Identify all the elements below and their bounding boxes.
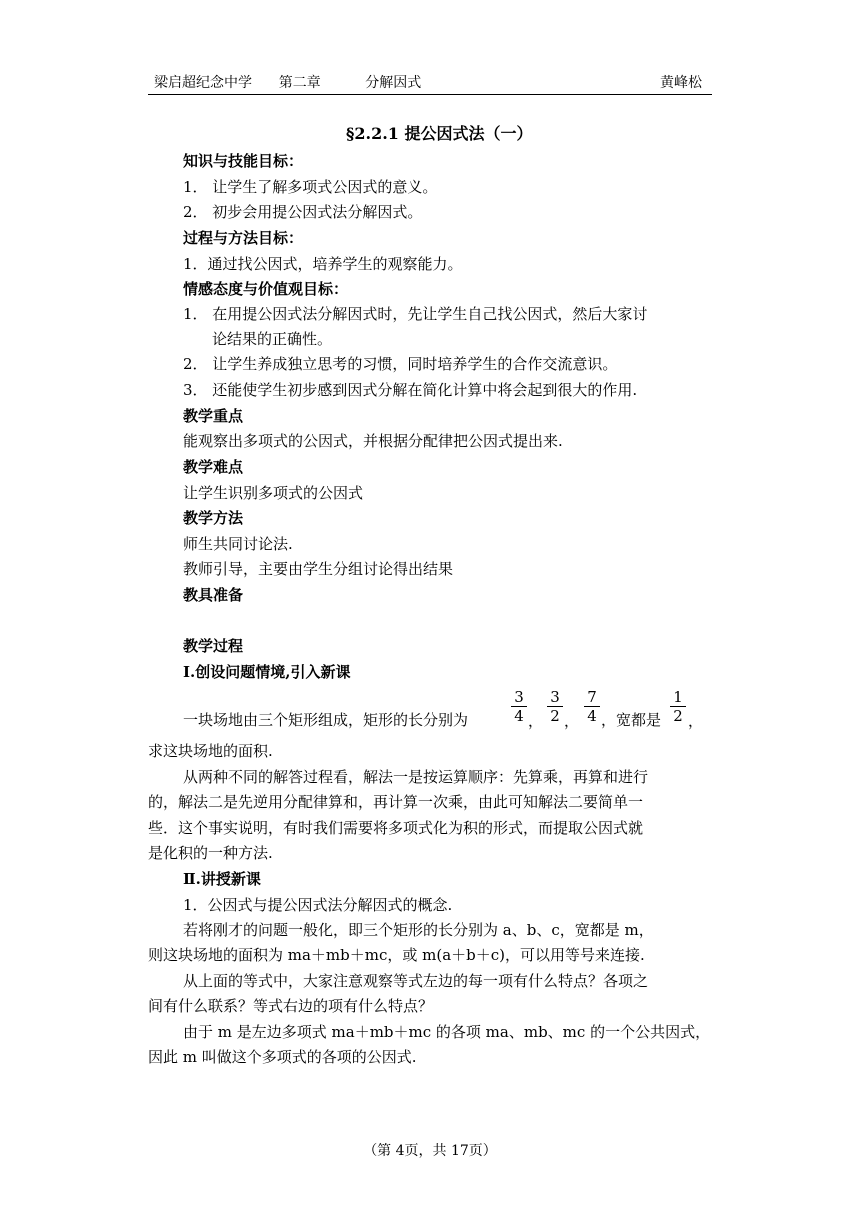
paragraph-line: 从上面的等式中，大家注意观察等式左边的每一项有什么特点？各项之 (183, 972, 649, 990)
comma: ， (564, 712, 580, 730)
comma: ， (528, 712, 544, 730)
knowledge-item-1: 1． 让学生了解多项式公因式的意义。 (183, 178, 438, 196)
key-point-text: 能观察出多项式的公因式，并根据分配律把公因式提出来. (183, 432, 563, 450)
paragraph-line: 则这块场地的面积为 ma＋mb＋mc，或 m(a＋b＋c)，可以用等号来连接. (148, 946, 645, 964)
tools-heading: 教具准备 (183, 586, 244, 604)
section-1-heading: Ⅰ.创设问题情境,引入新课 (183, 663, 351, 681)
fraction-denominator: 2 (673, 707, 683, 725)
fraction-numerator: 3 (547, 688, 563, 707)
difficulty-text: 让学生识别多项式的公因式 (183, 484, 364, 502)
difficulty-heading: 教学难点 (183, 458, 244, 476)
method-line-2: 教师引导，主要由学生分组讨论得出结果 (183, 560, 454, 578)
paragraph-line: 若将刚才的问题一般化，即三个矩形的长分别为 a、b、c，宽都是 m， (183, 921, 654, 939)
fraction-numerator: 3 (511, 688, 527, 707)
fraction-3-4 (511, 688, 527, 725)
emotion-item-1-line-2: 论结果的正确性。 (212, 330, 333, 348)
process-heading: 过程与方法目标： (183, 229, 304, 247)
process-main-heading: 教学过程 (183, 637, 244, 655)
paragraph-line: 1．公因式与提公因式法分解因式的概念. (183, 896, 453, 914)
emotion-item-1-line-1: 1． 在用提公因式法分解因式时，先让学生自己找公因式，然后大家讨 (183, 305, 648, 323)
method-heading: 教学方法 (183, 509, 244, 527)
problem-text-start: 一块场地由三个矩形组成，矩形的长分别为 (183, 711, 469, 729)
fraction-denominator: 4 (514, 707, 524, 725)
fraction-numerator: 1 (670, 688, 686, 707)
knowledge-heading: 知识与技能目标： (183, 152, 304, 170)
paragraph-line: 由于 m 是左边多项式 ma＋mb＋mc 的各项 ma、mb、mc 的一个公共因式， (183, 1023, 711, 1041)
paragraph-line: 间有什么联系？等式右边的项有什么特点？ (148, 997, 434, 1015)
paragraph-line: 些．这个事实说明，有时我们需要将多项式化为积的形式，而提取公因式就 (148, 819, 644, 837)
paragraph-line: 从两种不同的解答过程看，解法一是按运算顺序：先算乘，再算和进行 (183, 768, 649, 786)
fraction-denominator: 4 (587, 707, 597, 725)
page-header (148, 72, 712, 95)
section-2-heading: Ⅱ.讲授新课 (183, 870, 261, 888)
header-left-text: 梁启超纪念中学 第二章 分解因式 (154, 75, 422, 91)
problem-width-text: ，宽都是 (601, 711, 662, 729)
paragraph-line: 是化积的一种方法. (148, 844, 273, 862)
fraction-denominator: 2 (550, 707, 560, 725)
fraction-1-2 (670, 688, 686, 725)
fraction-3-2 (547, 688, 563, 725)
section-title: §2.2.1 提公因式法（一） (346, 124, 533, 143)
paragraph-line: 因此 m 叫做这个多项式的各项的公因式. (148, 1048, 417, 1066)
emotion-heading: 情感态度与价值观目标： (183, 280, 349, 298)
emotion-item-3: 3． 还能使学生初步感到因式分解在简化计算中将会起到很大的作用. (183, 381, 638, 399)
header-author: 黄峰松 (660, 75, 702, 91)
comma: ， (688, 712, 704, 730)
knowledge-item-2: 2． 初步会用提公因式法分解因式。 (183, 203, 423, 221)
process-item-1: 1．通过找公因式，培养学生的观察能力。 (183, 255, 463, 273)
page-footer: （第 4页，共 17页） (363, 1143, 497, 1159)
problem-text-line-2: 求这块场地的面积. (148, 742, 273, 760)
emotion-item-2: 2． 让学生养成独立思考的习惯，同时培养学生的合作交流意识。 (183, 355, 618, 373)
fraction-7-4 (584, 688, 600, 725)
paragraph-line: 的，解法二是先逆用分配律算和，再计算一次乘，由此可知解法二要简单一 (148, 793, 644, 811)
fraction-numerator: 7 (584, 688, 600, 707)
key-point-heading: 教学重点 (183, 407, 244, 425)
method-line-1: 师生共同讨论法. (183, 535, 293, 553)
